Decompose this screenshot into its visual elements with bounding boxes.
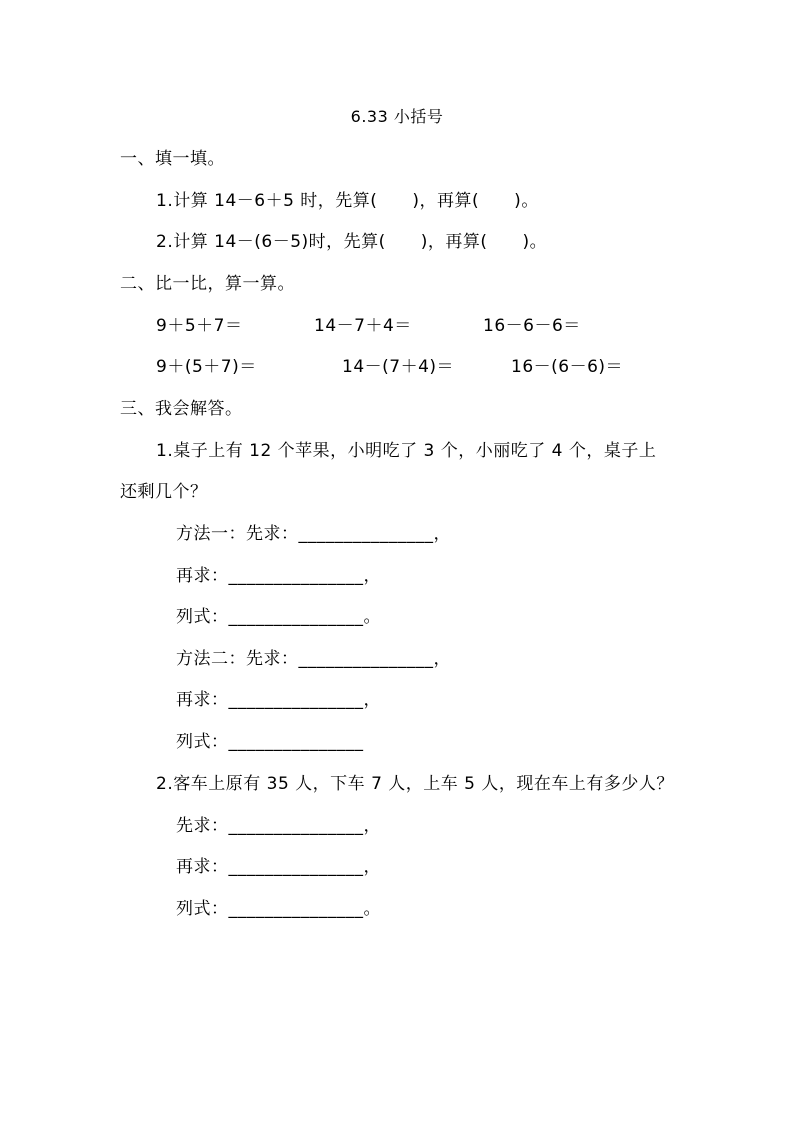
method1-formula: 列式：_______________。 xyxy=(176,607,381,627)
problem2-line1: 2.客车上原有 35 人，下车 7 人，上车 5 人，现在车上有多少人？ xyxy=(156,774,674,794)
problem2-second-step: 再求：_______________， xyxy=(176,857,381,877)
fill-in-question-1: 1.计算 14－6＋5 时，先算( )，再算( )。 xyxy=(156,191,539,211)
problem2-formula: 列式：_______________。 xyxy=(176,899,381,919)
section-heading-fill-in: 一、填一填。 xyxy=(120,149,225,169)
method2-formula: 列式：_______________ xyxy=(176,732,364,752)
problem1-line1: 1.桌子上有 12 个苹果，小明吃了 3 个，小丽吃了 4 个，桌子上 xyxy=(156,441,657,461)
compare-row1-expr1: 9＋5＋7＝ xyxy=(156,316,243,336)
fill-in-question-2: 2.计算 14－(6－5)时，先算( )，再算( )。 xyxy=(156,232,548,252)
compare-row2-expr1: 9＋(5＋7)＝ xyxy=(156,357,257,377)
page-title: 6.33 小括号 xyxy=(350,107,444,126)
compare-row1-expr3: 16－6－6＝ xyxy=(483,316,581,336)
compare-row2-expr2: 14－(7＋4)＝ xyxy=(342,357,455,377)
method1-second-step: 再求：_______________， xyxy=(176,566,381,586)
method1-first-step: 方法一：先求：_______________， xyxy=(176,524,451,544)
method2-first-step: 方法二：先求：_______________， xyxy=(176,649,451,669)
problem1-line2: 还剩几个？ xyxy=(120,482,208,502)
method2-second-step: 再求：_______________， xyxy=(176,690,381,710)
section-heading-compare: 二、比一比，算一算。 xyxy=(120,274,295,294)
compare-row2-expr3: 16－(6－6)＝ xyxy=(511,357,624,377)
problem2-first-step: 先求：_______________， xyxy=(176,816,381,836)
section-heading-solve: 三、我会解答。 xyxy=(120,399,243,419)
compare-row1-expr2: 14－7＋4＝ xyxy=(314,316,412,336)
